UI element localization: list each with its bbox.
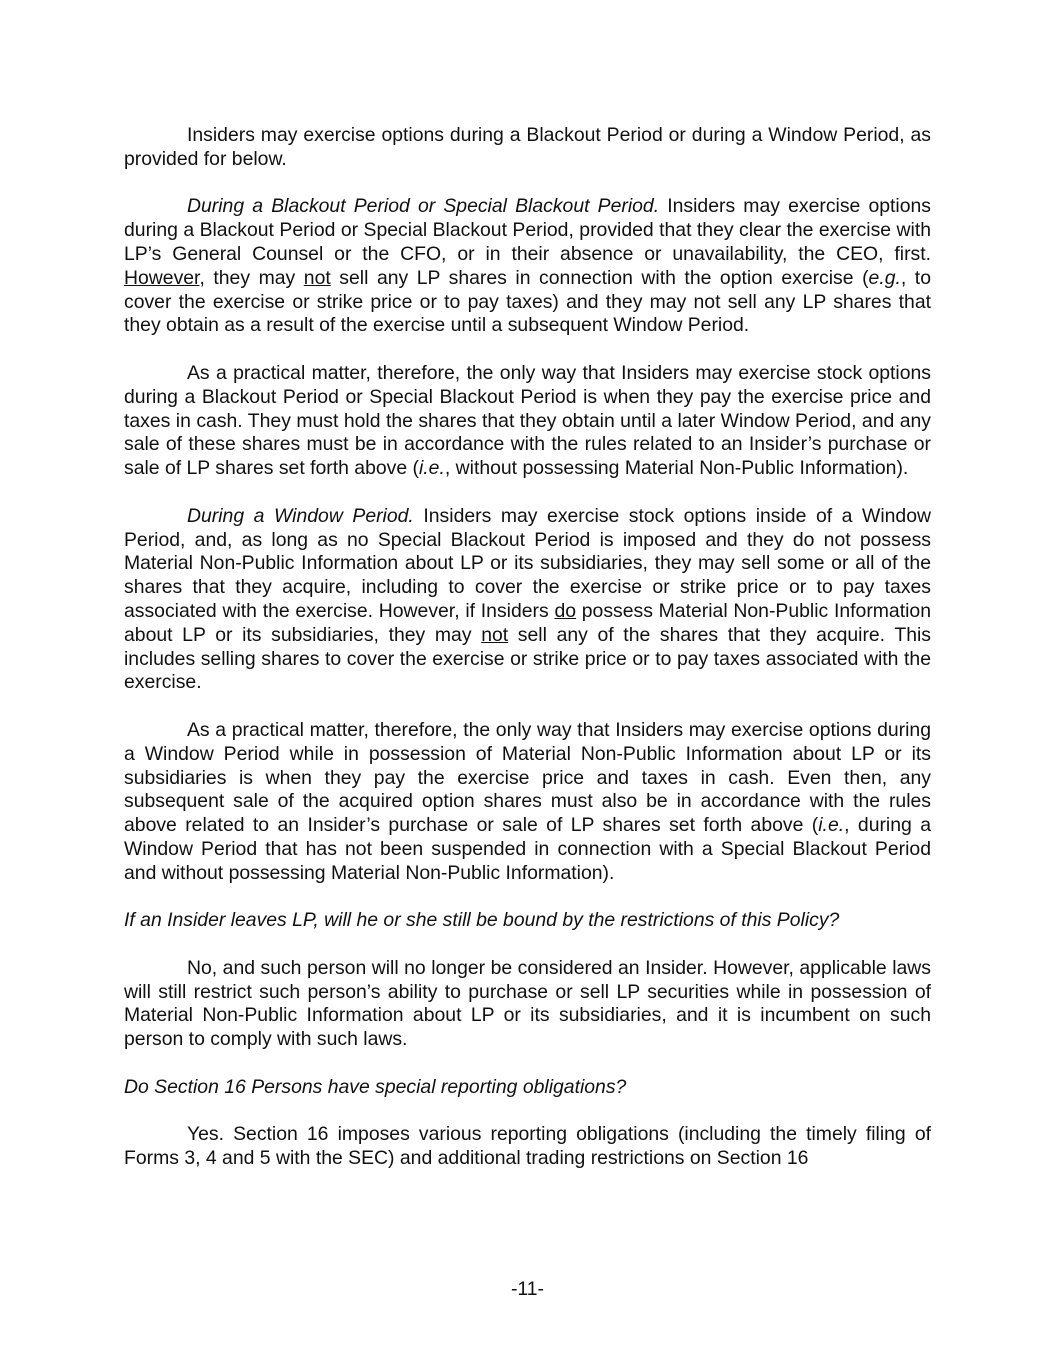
paragraph-section-16-answer: Yes. Section 16 imposes various reporting obligations (including the timely filing of Forms 3, 4 and 5 with the SEC) and additional trading restrictions on Section 16: [124, 1123, 931, 1170]
italic-eg: e.g.: [868, 266, 901, 289]
paragraph-exercise-intro: Insiders may exercise options during a Blackout Period or during a Window Period, as provided for below.: [124, 124, 931, 170]
paragraph-blackout-practical: As a practical matter, therefore, the only way that Insiders may exercise stock options during a Blackout Period or Special Blackout Period is when they pay the exercise price and taxes in cash. They must hold the shares that they obtain until a later Window Period, and any sale of these shares must be in accordance with the rules related to an Insider’s purchase or sale of LP shares set forth above (i.e., without possessing Material Non-Public Information).: [124, 361, 931, 480]
italic-ie: i.e.: [818, 814, 845, 837]
underline-not: not: [303, 266, 331, 289]
question-insider-leaves: If an Insider leaves LP, will he or she still be bound by the restrictions of this Policy?: [124, 909, 840, 932]
paragraph-insider-leaves-answer: No, and such person will no longer be considered an Insider. However, applicable laws will still restrict such person’s ability to purchase or sell LP securities while in possession of Material Non-Public Information about LP or its subsidiaries, and it is incumbent on such person to comply with such laws.: [124, 956, 931, 1051]
underline-do: do: [554, 599, 577, 622]
paragraph-blackout-exercise: During a Blackout Period or Special Blackout Period. Insiders may exercise options during a Blackout Period or Special Blackout Period, provided that they clear the exercise with LP’s General Counsel or the CFO, or in their absence or unavailability, the CEO, first. However, they may not sell any LP shares in connection with the option exercise (e.g., to cover the exercise or strike price or to pay taxes) and they may not sell any LP shares that they obtain as a result of the exercise until a subsequent Window Period.: [124, 195, 931, 337]
document-page: [124, 124, 931, 1195]
underline-however: However: [124, 266, 200, 289]
paragraph-window-exercise: During a Window Period. Insiders may exercise stock options inside of a Window Period, and, as long as no Special Blackout Period is imposed and they do not possess Material Non-Public Information about LP or its subsidiaries, they may sell some or all of the shares that they acquire, including to cover the exercise or strike price or to pay taxes associated with the exercise. However, if Insiders do possess Material Non-Public Information about LP or its subsidiaries, they may not sell any of the shares that they acquire. This includes selling shares to cover the exercise or strike price or to pay taxes associated with the exercise.: [124, 504, 932, 694]
underline-not: not: [481, 623, 509, 646]
paragraph-window-practical: As a practical matter, therefore, the only way that Insiders may exercise options during a Window Period while in possession of Material Non-Public Information about LP or its subsidiaries is when they pay the exercise price and taxes in cash. Even then, any subsequent sale of the acquired option shares must also be in accordance with the rules above related to an Insider’s purchase or sale of LP shares set forth above (i.e., during a Window Period that has not been suspended in connection with a Special Blackout Period and without possessing Material Non-Public Information).: [124, 718, 931, 884]
page-number: -11-: [510, 1278, 545, 1300]
italic-ie: i.e.: [418, 457, 445, 480]
subheading-window-period: During a Window Period.: [187, 504, 414, 527]
question-section-16: Do Section 16 Persons have special reporting obligations?: [124, 1075, 627, 1098]
subheading-blackout-period: During a Blackout Period or Special Blackout Period.: [187, 195, 660, 218]
